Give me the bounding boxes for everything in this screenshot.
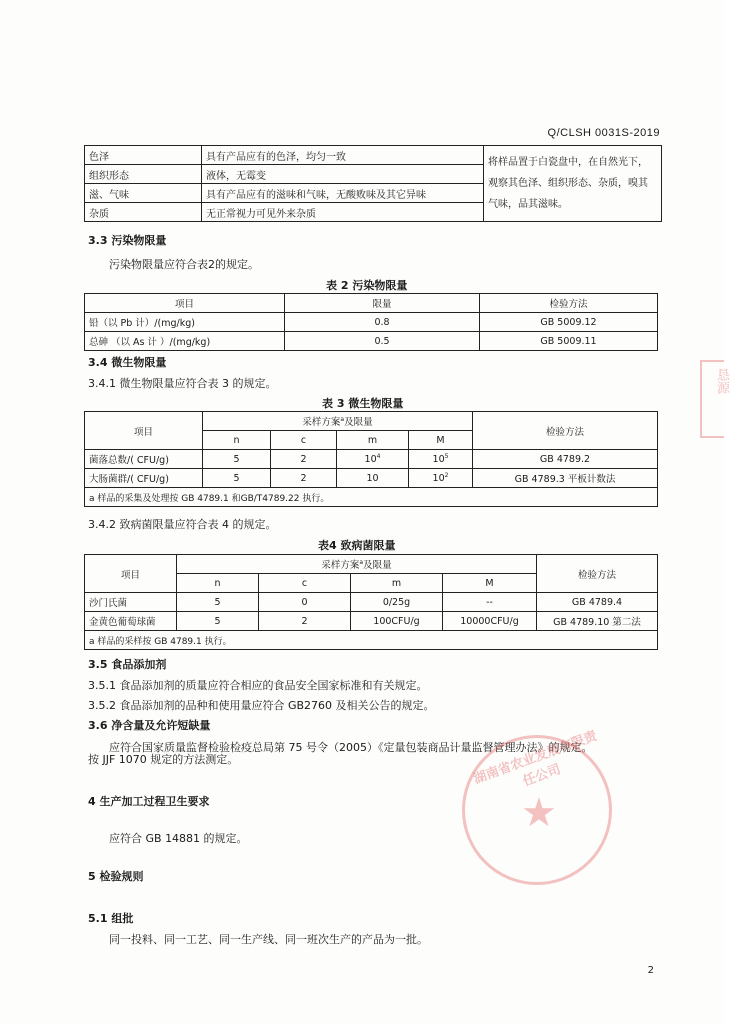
- header-cell: 项目: [85, 555, 177, 593]
- table-row: [85, 450, 658, 469]
- table-cell: 杂质: [85, 203, 202, 222]
- contaminant-table: [84, 293, 658, 351]
- table-caption: 表4 致病菌限量: [318, 539, 396, 552]
- sensory-table: [84, 145, 662, 222]
- table-row: [85, 593, 658, 612]
- header-cell: 项目: [85, 412, 203, 450]
- table-cell: 0/25g: [351, 593, 443, 612]
- table-cell: 菌落总数/( CFU/g): [85, 450, 203, 469]
- table-cell: 2: [271, 469, 337, 488]
- table-header-row: [85, 412, 658, 431]
- table-cell: $10^4$: [337, 450, 409, 469]
- page-number: 2: [647, 965, 654, 976]
- table-caption: 表 3 微生物限量: [322, 397, 404, 410]
- header-cell: 检验方法: [473, 412, 658, 450]
- table-cell: GB 5009.11: [480, 332, 658, 351]
- header-cell: 采样方案$^a$及限量: [203, 412, 473, 431]
- table-row: [85, 146, 662, 165]
- edge-stamp: [700, 360, 729, 438]
- table-row: [85, 313, 658, 332]
- section-heading-3-3: 3.3 污染物限量: [88, 234, 167, 247]
- table-cell: 2: [259, 612, 351, 631]
- paragraph: 3.4.1 微生物限量应符合表 3 的规定。: [88, 377, 277, 390]
- header-cell: n: [177, 574, 259, 593]
- table-cell: 100CFU/g: [351, 612, 443, 631]
- paragraph: 按 JJF 1070 规定的方法测定。: [88, 753, 239, 766]
- header-cell: M: [409, 431, 473, 450]
- table-cell: 具有产品应有的色泽，均匀一致: [202, 146, 484, 165]
- table-cell: 2: [271, 450, 337, 469]
- header-cell: 限量: [285, 294, 480, 313]
- paragraph: 应符合 GB 14881 的规定。: [109, 832, 248, 845]
- table-cell: 沙门氏菌: [85, 593, 177, 612]
- table-note: a 样品的采集及处理按 GB 4789.1 和GB/T4789.22 执行。: [85, 488, 658, 507]
- table-cell: 金黄色葡萄球菌: [85, 612, 177, 631]
- table-cell: GB 4789.2: [473, 450, 658, 469]
- table-cell: 色泽: [85, 146, 202, 165]
- table-note-row: [85, 488, 658, 507]
- table-cell: $10^5$: [409, 450, 473, 469]
- table-cell: GB 4789.10 第二法: [537, 612, 658, 631]
- table-cell: 滋、气味: [85, 184, 202, 203]
- table-row: [85, 612, 658, 631]
- section-heading-4: 4 生产加工过程卫生要求: [88, 795, 210, 808]
- table-header-row: [85, 555, 658, 574]
- header-cell: M: [443, 574, 537, 593]
- star-icon: ★: [521, 790, 557, 836]
- table-cell: 总砷 （以 As 计 ）/(mg/kg): [85, 332, 285, 351]
- section-heading-3-6: 3.6 净含量及允许短缺量: [88, 719, 211, 732]
- table-cell: 5: [203, 450, 271, 469]
- table-cell: 具有产品应有的滋味和气味，无酸败味及其它异味: [202, 184, 484, 203]
- paragraph: 同一投料、同一工艺、同一生产线、同一班次生产的产品为一批。: [109, 933, 428, 946]
- section-heading-5: 5 检验规则: [88, 870, 144, 883]
- table-cell: GB 4789.4: [537, 593, 658, 612]
- company-seal: [462, 728, 612, 885]
- table-row: [85, 332, 658, 351]
- header-cell: 检验方法: [480, 294, 658, 313]
- table-cell: 0.8: [285, 313, 480, 332]
- section-heading-3-4: 3.4 微生物限量: [88, 356, 167, 369]
- header-cell: n: [203, 431, 271, 450]
- paragraph: 3.5.1 食品添加剂的质量应符合相应的食品安全国家标准和有关规定。: [88, 679, 428, 692]
- table-cell: $10^2$: [409, 469, 473, 488]
- table-cell: 5: [203, 469, 271, 488]
- table-cell: 组织形态: [85, 165, 202, 184]
- table-cell: 0.5: [285, 332, 480, 351]
- table-cell: 大肠菌群/( CFU/g): [85, 469, 203, 488]
- table-cell: GB 5009.12: [480, 313, 658, 332]
- table-cell: --: [443, 593, 537, 612]
- header-cell: 检验方法: [537, 555, 658, 593]
- table-note: a 样品的采样按 GB 4789.1 执行。: [85, 631, 658, 650]
- edge-stamp-text: 恳源: [714, 368, 729, 394]
- table-cell: 5: [177, 593, 259, 612]
- seal-text: 湖南省农业发展有限责任公司: [471, 728, 600, 790]
- header-cell: 项目: [85, 294, 285, 313]
- pathogen-table: [84, 554, 658, 650]
- paragraph: 3.4.2 致病菌限量应符合表 4 的规定。: [88, 518, 277, 531]
- table-cell: 铅（以 Pb 计）/(mg/kg): [85, 313, 285, 332]
- table-header-row: [85, 294, 658, 313]
- header-cell: c: [271, 431, 337, 450]
- sensory-method-cell: 将样品置于白瓷盘中，在自然光下，观察其色泽、组织形态、杂质，嗅其气味，品其滋味。: [484, 146, 662, 222]
- header-cell: c: [259, 574, 351, 593]
- table-cell: 液体，无霉变: [202, 165, 484, 184]
- table-cell: 0: [259, 593, 351, 612]
- standard-number: Q/CLSH 0031S-2019: [547, 127, 660, 139]
- header-cell: m: [351, 574, 443, 593]
- table-cell: GB 4789.3 平板计数法: [473, 469, 658, 488]
- table-cell: 10000CFU/g: [443, 612, 537, 631]
- table-cell: 5: [177, 612, 259, 631]
- table-row: [85, 469, 658, 488]
- paragraph: 3.5.2 食品添加剂的品种和使用量应符合 GB2760 及相关公告的规定。: [88, 699, 435, 712]
- table-cell: 无正常视力可见外来杂质: [202, 203, 484, 222]
- paragraph: 应符合国家质量监督检验检疫总局第 75 号令（2005）《定量包装商品计量监督管理办法》的规定。: [109, 741, 593, 754]
- paragraph: 污染物限量应符合表2的规定。: [109, 258, 259, 271]
- table-caption: 表 2 污染物限量: [326, 279, 408, 292]
- table-note-row: [85, 631, 658, 650]
- section-heading-5-1: 5.1 组批: [88, 912, 134, 925]
- section-heading-3-5: 3.5 食品添加剂: [88, 658, 167, 671]
- table-cell: 10: [337, 469, 409, 488]
- header-cell: 采样方案$^a$及限量: [177, 555, 537, 574]
- header-cell: m: [337, 431, 409, 450]
- microbial-table: [84, 411, 658, 507]
